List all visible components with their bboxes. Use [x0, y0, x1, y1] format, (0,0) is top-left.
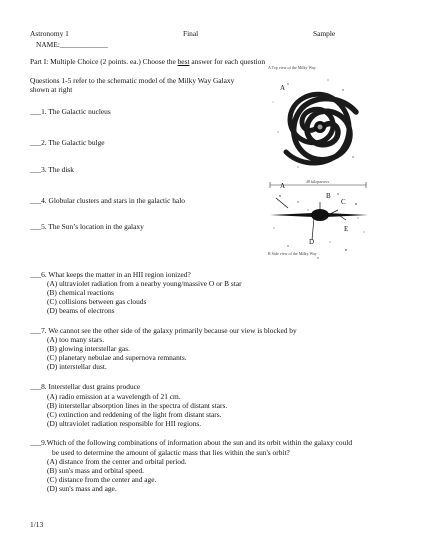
- exam-title: Final: [183, 29, 199, 38]
- intro-line-2: shown at right: [30, 85, 73, 94]
- part1-post: answer for each question: [189, 57, 266, 66]
- label-a-side: A: [280, 182, 286, 190]
- exam-version: Sample: [313, 29, 336, 38]
- part1-best: best: [177, 57, 190, 66]
- question-8-option-a: (A) radio emission at a wavelength of 21 cm.: [47, 392, 181, 401]
- question-9-option-d: (D) sun's mass and age.: [47, 484, 117, 493]
- question-8-option-c: (C) extinction and reddening of the light from distant stars.: [47, 410, 222, 419]
- galaxy-side-view-figure: [268, 180, 370, 270]
- top-view-caption: A Top view of the Milky Way: [268, 65, 316, 70]
- question-7-option-b: (B) glowing interstellar gas.: [47, 344, 130, 353]
- side-view-caption: B Side view of the Milky Way: [268, 251, 317, 256]
- label-d: D: [309, 238, 315, 246]
- page-number: 1/13: [30, 520, 44, 529]
- question-6-stem: ___6. What keeps the matter in an HII region ionized?: [30, 270, 191, 279]
- question-8-stem: ___8. Interstellar dust grains produce: [30, 382, 141, 391]
- course-title: Astronomy 1: [30, 29, 69, 38]
- question-7-option-d: (D) interstellar dust.: [47, 362, 107, 371]
- question-6-option-c: (C) collisions between gas clouds: [47, 297, 147, 306]
- question-9-stem: ___9.Which of the following combinations of information about the sun and its orbit within the galaxy could: [30, 438, 353, 447]
- scale-caption: 48 kiloparsecs: [306, 179, 329, 184]
- question-7-option-c: (C) planetary nebulae and supernova remnants.: [47, 353, 187, 362]
- matching-item-2: ___2. The Galactic bulge: [30, 138, 105, 147]
- part1-pre: Part I: Multiple Choice (2 points. ea.) Choose the: [30, 57, 178, 66]
- question-9-stem-continued: be used to determine the amount of galactic mass that lies within the sun's orbit?: [52, 448, 290, 457]
- label-b: B: [326, 192, 331, 200]
- question-7-option-a: (A) too many stars.: [47, 335, 105, 344]
- intro-line-1: Questions 1-5 refer to the schematic model of the Milky Way Galaxy: [30, 76, 235, 85]
- question-6-option-d: (D) beams of electrons: [47, 306, 115, 315]
- label-a-top: A: [280, 84, 286, 92]
- name-field-label: NAME:_____________: [36, 40, 108, 49]
- matching-item-5: ___5. The Sun’s location in the galaxy: [30, 222, 144, 231]
- question-9-option-c: (C) distance from the center and age.: [47, 475, 157, 484]
- question-9-option-b: (B) sun's mass and orbital speed.: [47, 466, 144, 475]
- matching-item-4: ___4. Globular clusters and stars in the galactic halo: [30, 196, 185, 205]
- label-e: E: [344, 225, 349, 233]
- question-9-option-a: (A) distance from the center and orbital period.: [47, 457, 187, 466]
- question-6-option-b: (B) chemical reactions: [47, 288, 114, 297]
- label-c: C: [341, 198, 346, 206]
- question-6-option-a: (A) ultraviolet radiation from a nearby young/massive O or B star: [47, 279, 242, 288]
- question-7-stem: ___7. We cannot see the other side of the galaxy primarily because our view is blocked by: [30, 326, 297, 335]
- part1-instructions: [30, 57, 265, 66]
- matching-item-3: ___3. The disk: [30, 165, 75, 174]
- question-8-option-d: (D) ultraviolet radiation responsible for HII regions.: [47, 419, 202, 428]
- galaxy-top-view-figure: [268, 66, 368, 178]
- matching-item-1: ___1. The Galactic nucleus: [30, 107, 111, 116]
- question-8-option-b: (B) interstellar absorption lines in the spectra of distant stars.: [47, 401, 228, 410]
